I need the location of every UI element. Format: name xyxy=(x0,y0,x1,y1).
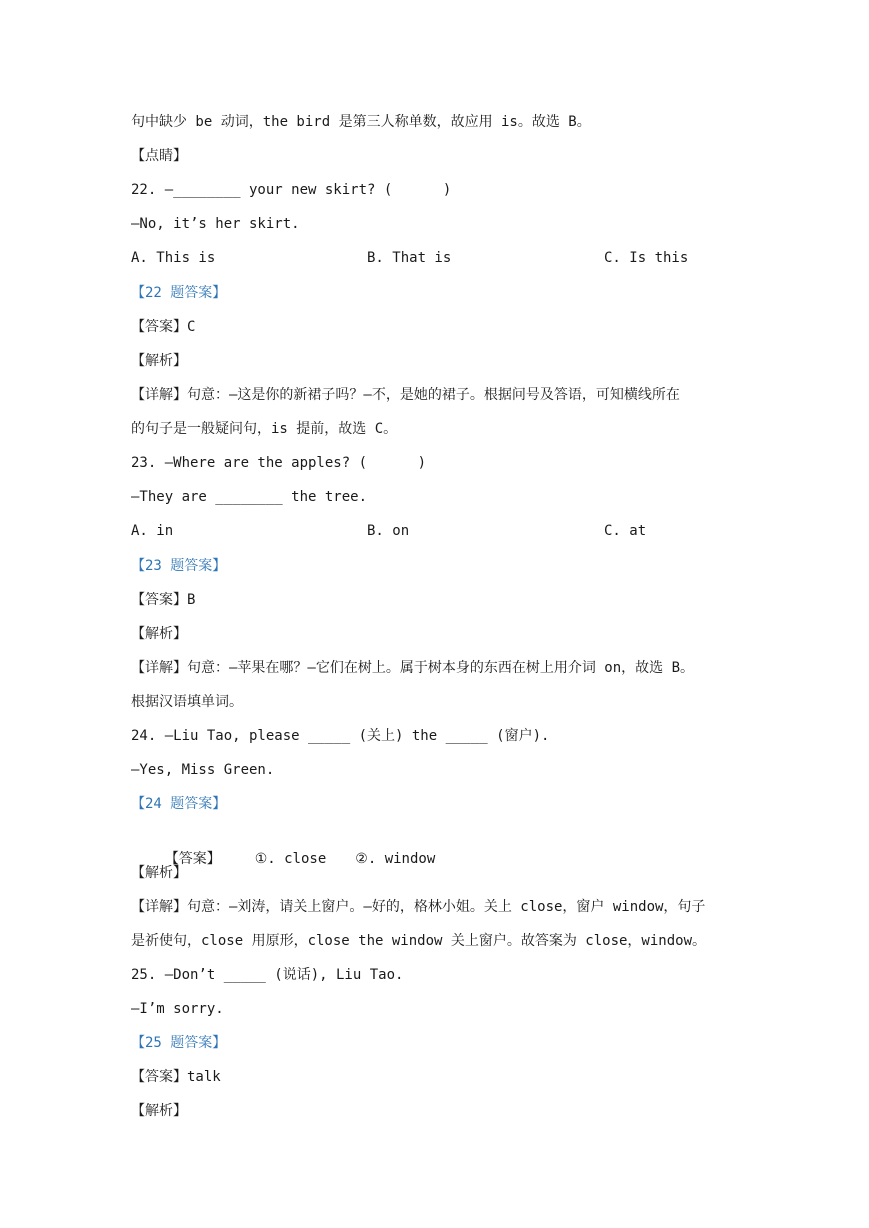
question-24-answer-1: ①. close xyxy=(254,851,327,867)
question-22-detail-2: 的句子是一般疑问句，is 提前，故选 C。 xyxy=(131,421,398,437)
question-23-answer-title: 【23 题答案】 xyxy=(131,558,227,574)
question-23-detail-1: 【详解】句意：—苹果在哪？—它们在树上。属于树本身的东西在树上用介词 on，故选 B。 xyxy=(131,660,694,676)
question-23-option-b: B. on xyxy=(367,523,410,539)
question-22-option-a: A. This is xyxy=(131,250,216,266)
question-22-answer: 【答案】C xyxy=(131,319,196,335)
question-24-detail-1: 【详解】句意：—刘涛，请关上窗户。—好的，格林小姐。关上 close，窗户 window，句子 xyxy=(131,899,706,915)
question-24-answer-title: 【24 题答案】 xyxy=(131,796,227,812)
question-22-option-b: B. That is xyxy=(367,250,452,266)
question-23-option-c: C. at xyxy=(604,523,647,539)
question-23-analysis-heading: 【解析】 xyxy=(131,626,187,642)
question-25-answer: 【答案】talk xyxy=(131,1069,221,1085)
question-22-detail-1: 【详解】句意：—这是你的新裙子吗？—不，是她的裙子。根据问号及答语，可知横线所在 xyxy=(131,387,680,403)
question-24-answer-label: 【答案】 xyxy=(164,851,221,867)
question-23-reply: —They are ________ the tree. xyxy=(131,489,368,505)
question-24-analysis-heading: 【解析】 xyxy=(131,865,187,881)
question-25-stem: 25. —Don’t _____ (说话), Liu Tao. xyxy=(131,967,404,983)
question-22-answer-title: 【22 题答案】 xyxy=(131,285,227,301)
question-25-answer-title: 【25 题答案】 xyxy=(131,1035,227,1051)
dianjing-heading: 【点睛】 xyxy=(131,148,187,164)
question-23-answer: 【答案】B xyxy=(131,592,196,608)
question-23-detail-2: 根据汉语填单词。 xyxy=(131,694,243,710)
question-23-stem: 23. —Where are the apples? ( ) xyxy=(131,455,427,471)
question-24-detail-2: 是祈使句，close 用原形，close the window 关上窗户。故答案为 close，window。 xyxy=(131,933,707,949)
question-25-reply: —I’m sorry. xyxy=(131,1001,224,1017)
question-24-reply: —Yes, Miss Green. xyxy=(131,762,275,778)
explanation-text: 句中缺少 be 动词，the bird 是第三人称单数，故应用 is。故选 B。 xyxy=(131,114,591,130)
question-22-option-c: C. Is this xyxy=(604,250,689,266)
question-23-option-a: A. in xyxy=(131,523,174,539)
question-22-reply: —No, it’s her skirt. xyxy=(131,216,300,232)
question-25-analysis-heading: 【解析】 xyxy=(131,1103,187,1119)
question-22-stem: 22. —________ your new skirt? ( ) xyxy=(131,182,452,198)
question-24-answer-2: ②. window xyxy=(355,851,436,867)
question-22-analysis-heading: 【解析】 xyxy=(131,353,187,369)
question-24-stem: 24. —Liu Tao, please _____ (关上) the _____ (窗户). xyxy=(131,728,550,744)
